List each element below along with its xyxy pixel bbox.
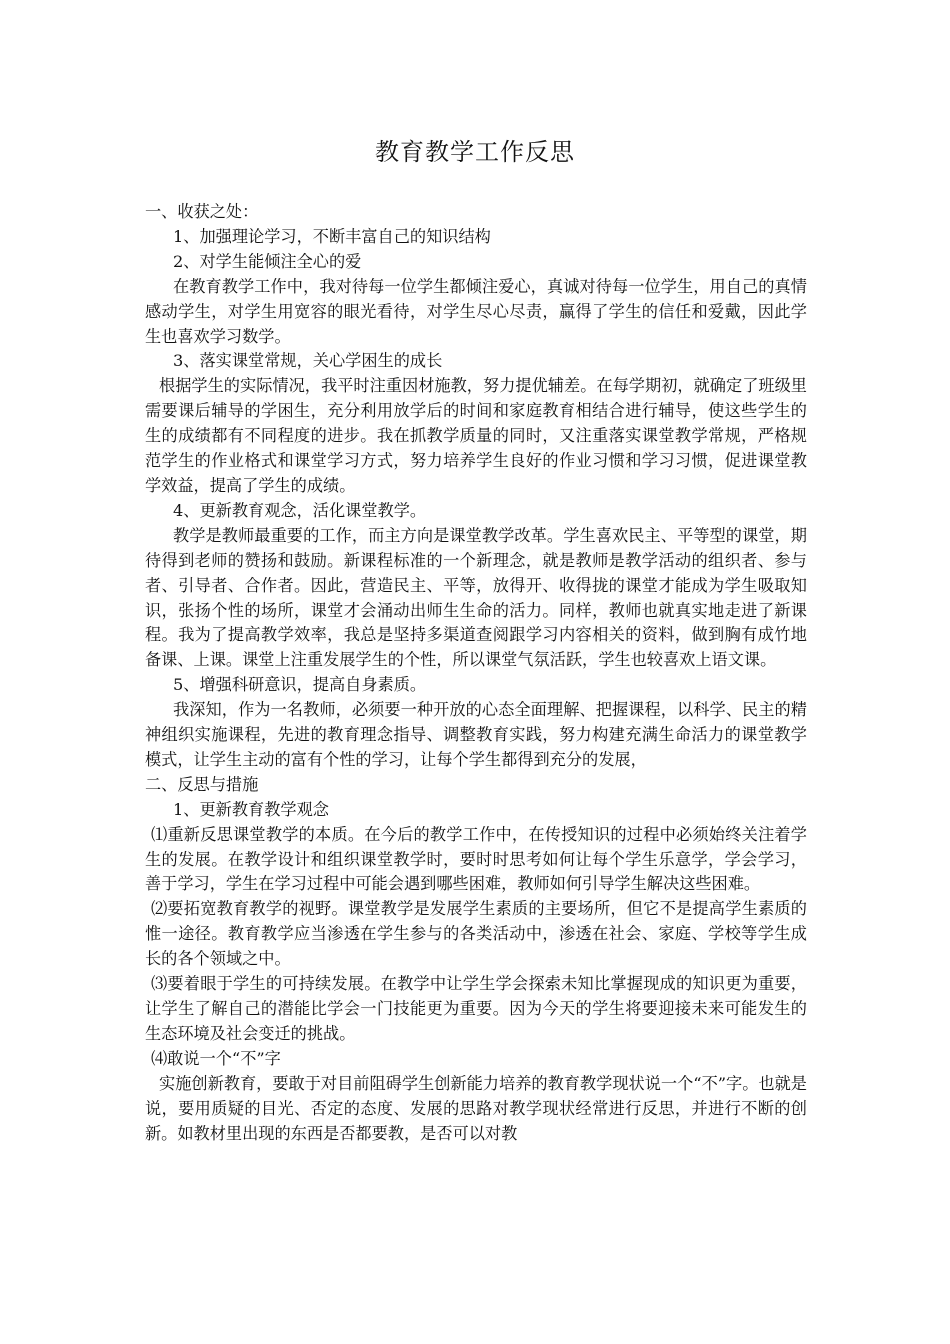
subheading-reflection-1: 1、更新教育教学观念 bbox=[173, 799, 329, 819]
document-title: 教育教学工作反思 bbox=[375, 138, 575, 166]
paragraph: 我深知，作为一名教师，必须要一种开放的心态全面理解、把握课程，以科学、民主的精神组织实施课程，先进的教育理念指导、调整教育实践，努力构建充满生命活力的课堂教学模式，让学生主动的富有个性的学习，让每个学生都得到充分的发展， bbox=[145, 700, 807, 769]
paragraph: 在教育教学工作中，我对待每一位学生都倾注爱心，真诚对待每一位学生，用自己的真情感动学生，对学生用宽容的眼光看待，对学生尽心尽责，赢得了学生的信任和爱戴，因此学生也喜欢学习数学。 bbox=[145, 276, 807, 346]
paragraph: 根据学生的实际情况，我平时注重因材施教，努力提优辅差。在每学期初，就确定了班级里需要课后辅导的学困生，充分利用放学后的时间和家庭教育相结合进行辅导，使这些学生的生的成绩都有不同程度的进步。我在抓教学质量的同时，又注重落实课堂教学常规，严格规范学生的作业格式和课堂学习方式，努力培养学生良好的作业习惯和学习习惯，促进课堂教学效益，提高了学生的成绩。 bbox=[145, 376, 807, 495]
subheading-3: 3、落实课堂常规，关心学困生的成长 bbox=[173, 351, 443, 371]
subheading-4: 4、更新教育观念，活化课堂教学。 bbox=[173, 500, 427, 520]
list-item: ⑵要拓宽教育教学的视野。课堂教学是发展学生素质的主要场所，但它不是提高学生素质的惟一途径。教育教学应当渗透在学生参与的各类活动中，渗透在社会、家庭、学校等学生成长的各个领域之中。 bbox=[145, 899, 807, 969]
section-heading-reflection: 二、反思与措施 bbox=[145, 774, 259, 794]
list-item: ⑴重新反思课堂教学的本质。在今后的教学工作中，在传授知识的过程中必须始终关注着学生的发展。在教学设计和组织课堂教学时，要时时思考如何让每个学生乐意学，学会学习，善于学习，学生在学习过程中可能会遇到哪些困难，教师如何引导学生解决这些困难。 bbox=[145, 824, 807, 894]
subheading-5: 5、增强科研意识，提高自身素质。 bbox=[173, 675, 427, 695]
paragraph: 教学是教师最重要的工作，而主方向是课堂教学改革。学生喜欢民主、平等型的课堂，期待得到老师的赞扬和鼓励。新课程标准的一个新理念，就是教师是教学活动的组织者、参与者、引导者、合作者。因此，营造民主、平等，放得开、收得拢的课堂才能成为学生吸取知识，张扬个性的场所，课堂才会涌动出师生生命的活力。同样，教师也就真实地走进了新课程。我为了提高教学效率，我总是坚持多渠道查阅跟学习内容相关的资料，做到胸有成竹地备课、上课。课堂上注重发展学生的个性，所以课堂气氛活跃，学生也较喜欢上语文课。 bbox=[145, 525, 807, 670]
list-item: ⑶要着眼于学生的可持续发展。在教学中让学生学会探索未知比掌握现成的知识更为重要，让学生了解自己的潜能比学会一门技能更为重要。因为今天的学生将要迎接未来可能发生的生态环境及社会变迁的挑战。 bbox=[145, 974, 807, 1043]
document-body bbox=[145, 200, 807, 1146]
subheading-2: 2、对学生能倾注全心的爱 bbox=[173, 251, 362, 271]
list-item: ⑷敢说一个“不”字 bbox=[151, 1048, 281, 1068]
section-heading-gains: 一、收获之处： bbox=[145, 202, 259, 221]
paragraph: 实施创新教育，要敢于对目前阻碍学生创新能力培养的教育教学现状说一个“不”字。也就是说，要用质疑的目光、否定的态度、发展的思路对教学现状经常进行反思，并进行不断的创新。如教材里出现的东西是否都要教，是否可以对教 bbox=[145, 1073, 807, 1143]
subheading-1: 1、加强理论学习，不断丰富自己的知识结构 bbox=[173, 226, 491, 246]
